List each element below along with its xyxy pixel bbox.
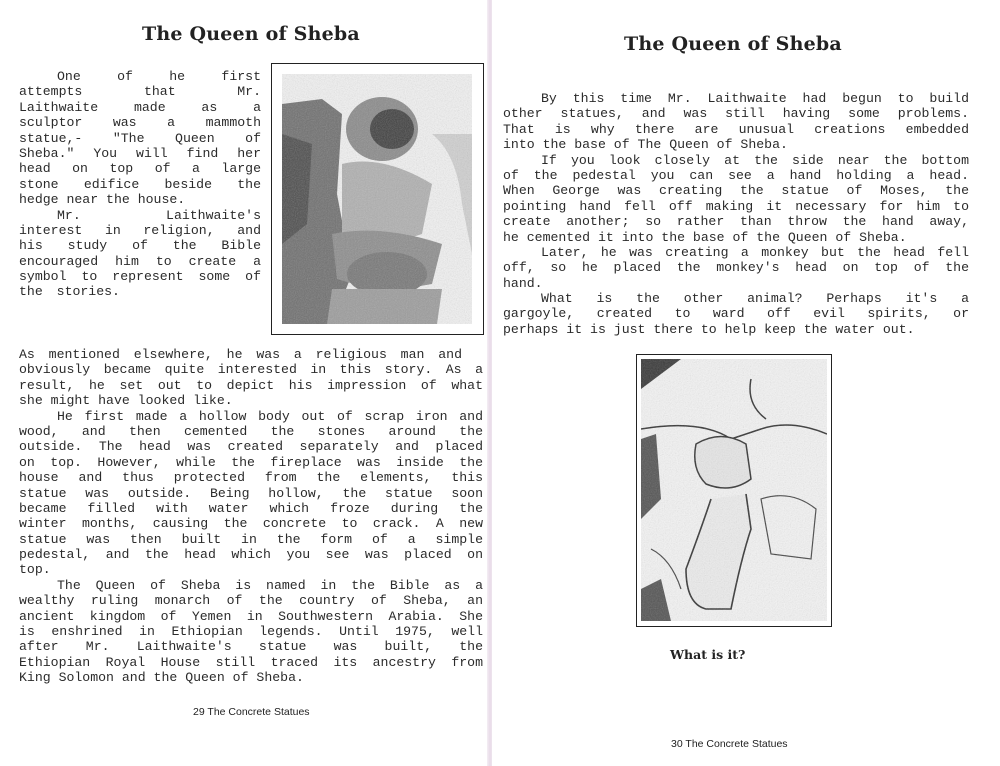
text-line: top. (19, 562, 51, 578)
text-line: wood, and then cemented the stones around the (19, 423, 483, 439)
left-full-text (19, 347, 483, 686)
text-line: pointing hand fell off making it necessary for him to (503, 198, 969, 214)
text-line: statue was then built in the form of a simple (19, 531, 483, 547)
text-line: Later, he was creating a monkey but the head fell (541, 244, 969, 260)
text-line: Sheba." You will find her (19, 145, 261, 161)
photo-caption: What is it? (670, 647, 746, 662)
text-line: As mentioned elsewhere, he was a religious man and (19, 347, 462, 362)
text-line: winter months, causing the concrete to crack. A new (19, 516, 483, 532)
text-line: attempts that Mr. (19, 84, 261, 100)
text-line: head on top of a large (19, 161, 261, 177)
right-page-footer: 30 The Concrete Statues (671, 738, 788, 750)
text-line: When George was creating the statue of Moses, the (503, 183, 969, 199)
text-line: That is why there are unusual creations embedded (503, 121, 969, 137)
text-line: the stories. (19, 284, 120, 300)
right-text (503, 91, 969, 337)
text-line: after Mr. Laithwaite's statue was built, the (19, 639, 483, 655)
text-line: house and thus protected from the elements, this (19, 470, 483, 486)
text-line: He first made a hollow body out of scrap iron and (57, 408, 483, 424)
text-line: One of he first (57, 69, 261, 84)
text-line: into the base of The Queen of Sheba. (503, 137, 788, 153)
queen-of-sheba-statue-photo (271, 63, 484, 335)
text-line: What is the other animal? Perhaps it's a (541, 291, 969, 307)
left-page-title: The Queen of Sheba (142, 23, 360, 45)
text-line: encouraged him to create a (19, 253, 261, 269)
text-line: stone edifice beside the (19, 176, 261, 192)
text-line: his study of the Bible (19, 238, 261, 254)
text-line: If you look closely at the side near the bottom (541, 152, 969, 168)
left-page (0, 0, 488, 766)
left-page-footer: 29 The Concrete Statues (193, 706, 310, 718)
gargoyle-photo-image (641, 359, 827, 621)
text-line: King Solomon and the Queen of Sheba. (19, 670, 304, 686)
text-line: off, so he placed the monkey's head on top of the (503, 260, 969, 276)
text-line: became filled with water which froze during the (19, 500, 483, 516)
text-line: ancient kingdom of Yemen in Southwestern Arabia. She (19, 608, 483, 624)
gargoyle-photo (636, 354, 832, 627)
text-line: she might have looked like. (19, 393, 233, 409)
text-line: sculptor was a mammoth (19, 115, 261, 131)
text-line: Laithwaite made as a (19, 99, 261, 115)
right-page-title: The Queen of Sheba (624, 33, 842, 55)
text-line: The Queen of Sheba is named in the Bible as a (57, 577, 483, 593)
left-wrapped-text (19, 69, 261, 300)
text-line: result, he set out to depict his impression of what (19, 377, 483, 393)
text-line: statue was outside. Being hollow, the statue soon (19, 485, 483, 501)
text-line: hand. (503, 275, 543, 291)
right-page (492, 0, 1000, 766)
text-line: symbol to represent some of (19, 269, 261, 285)
text-line: statue,- "The Queen of (19, 130, 261, 146)
text-line: By this time Mr. Laithwaite had begun to build (541, 91, 969, 106)
text-line: gargoyle, created to ward off evil spirits, or (503, 306, 969, 322)
text-line: of the pedestal you can see a hand holding a head. (503, 167, 969, 183)
text-line: interest in religion, and (19, 222, 261, 238)
text-line: on top. However, while the fireplace was inside the (19, 454, 483, 470)
text-line: obviously became quite interested in this story. As a (19, 362, 483, 378)
text-line: Ethiopian Royal House still traced its ancestry from (19, 654, 483, 670)
text-line: outside. The head was created separately and placed (19, 439, 483, 455)
text-line: perhaps it is just there to help keep the water out. (503, 321, 915, 337)
text-line: he cemented it into the base of the Queen of Sheba. (503, 229, 907, 245)
text-line: Mr. Laithwaite's (57, 207, 261, 223)
text-line: pedestal, and the head which you see was placed on (19, 547, 483, 563)
text-line: hedge near the house. (19, 192, 186, 208)
text-line: create another; so rather than throw the hand away, (503, 214, 969, 230)
statue-photo-image (282, 74, 472, 324)
text-line: is enshrined in Ethiopian legends. Until 1975, well (19, 624, 483, 640)
text-line: other statues, and was still having some problems. (503, 106, 969, 122)
text-line: wealthy ruling monarch of the country of Sheba, an (19, 593, 483, 609)
